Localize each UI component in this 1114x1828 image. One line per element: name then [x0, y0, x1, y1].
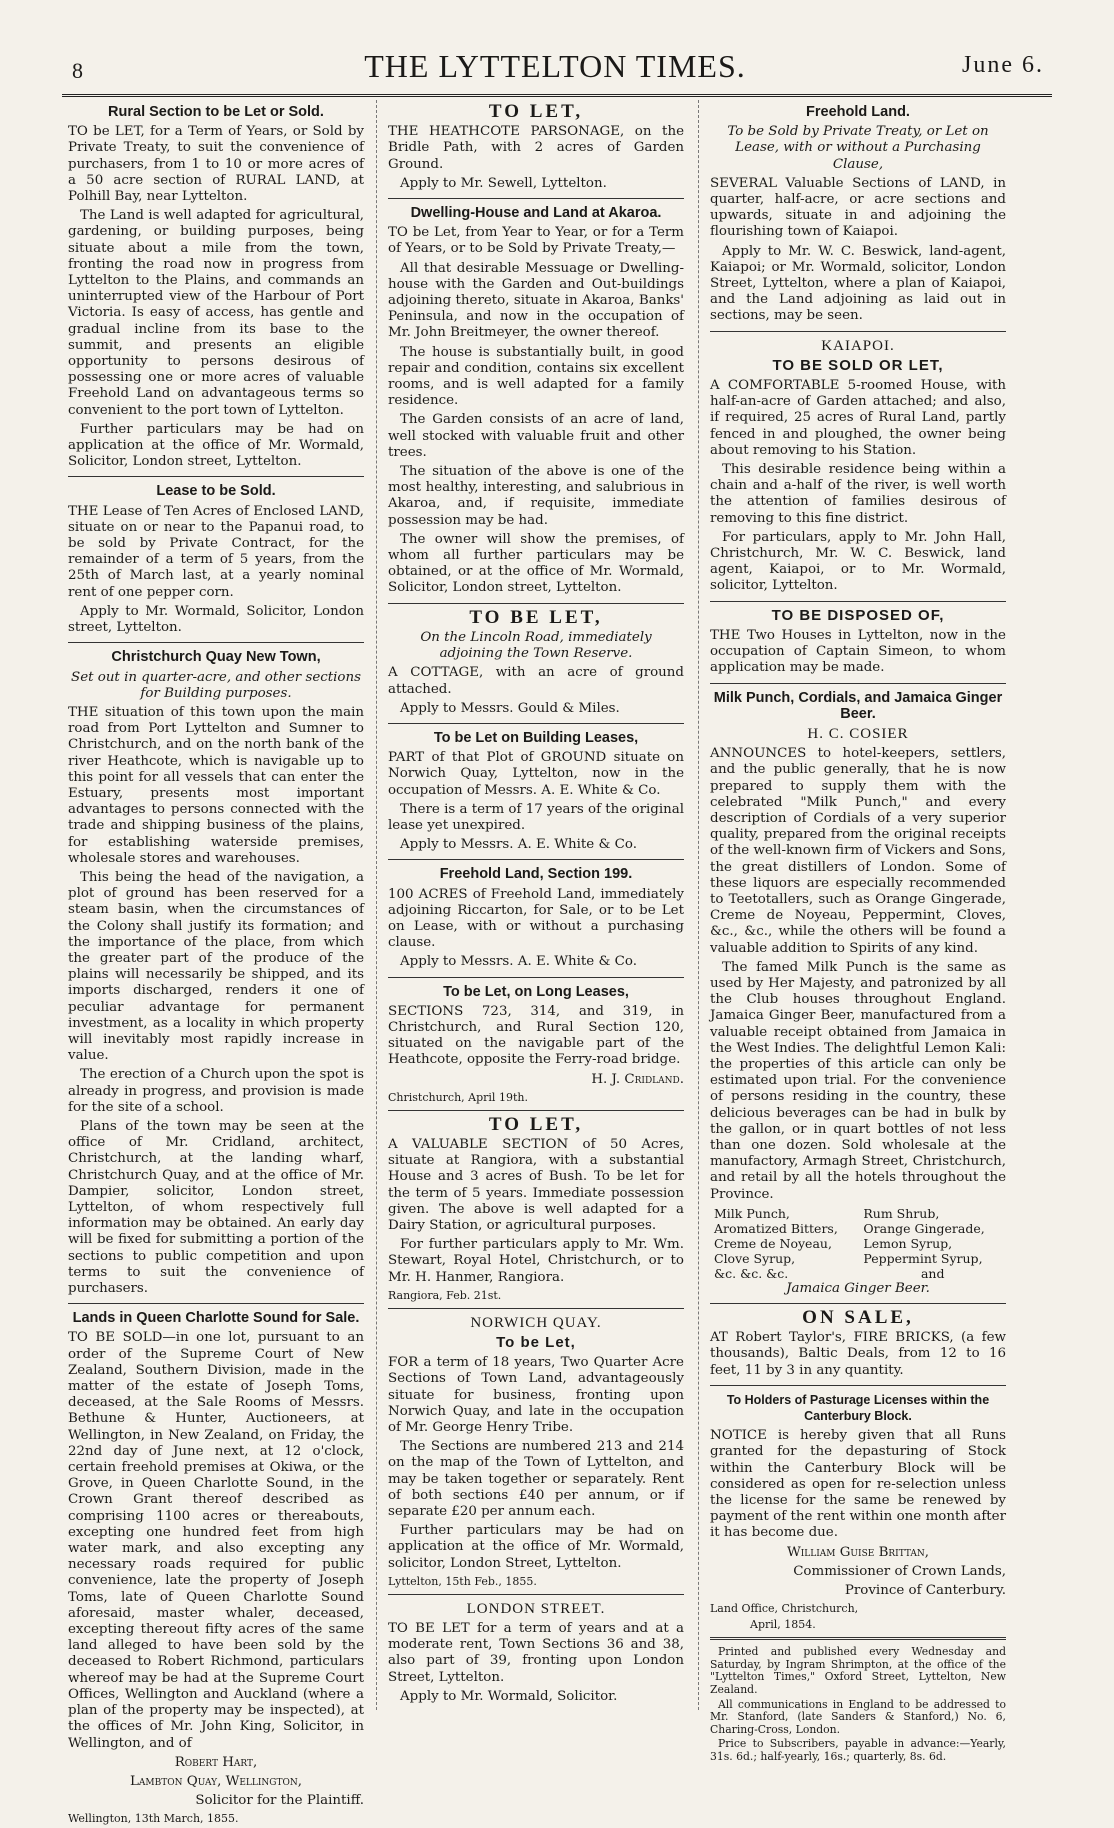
ad-text: Apply to Mr. Wormald, Solicitor, London street, Lyttelton.	[68, 603, 364, 636]
column-middle	[388, 100, 684, 1708]
ad-separator	[710, 601, 1006, 602]
dateline: Rangiora, Feb. 21st.	[388, 1288, 502, 1302]
ad-heading: To Holders of Pasturage Licenses within the Canterbury Block.	[726, 1392, 990, 1424]
ad-heathcote-parsonage	[388, 101, 684, 192]
ad-heading: Christchurch Quay New Town,	[111, 649, 321, 666]
ad-heading: Dwelling-House and Land at Akaroa.	[410, 205, 662, 222]
ad-heading: TO LET,	[488, 101, 584, 122]
product-item: Clove Syrup,	[714, 1250, 796, 1266]
advertiser-name: H. C. COSIER	[807, 725, 909, 742]
ad-separator	[710, 683, 1006, 684]
ad-text: FOR a term of 18 years, Two Quarter Acre Sections of Town Land, advantageously situate for business, fronting upon Norwich Quay, and late in the occupation of Mr. George Henry Tribe.	[388, 1355, 684, 1436]
ad-text: Further particulars may be had on application at the office of Mr. Wormald, solicitor, London Street, Lyttelton.	[388, 1523, 684, 1571]
ad-separator	[388, 859, 684, 860]
ad-text: This desirable residence being within a chain and a-half of the river, is well worth the attention of families desirous of removing to this fine district.	[710, 462, 1006, 526]
ad-cottage	[388, 606, 684, 717]
ad-text: TO BE SOLD—in one lot, pursuant to an order of the Supreme Court of New Zealand, Southern Division, made in the matter of the estate of Joseph Toms, deceased, at the Sale Rooms of Messrs. Bethune & Hunter, Auctioneers, at Wellington, in New Zealand, on Friday, the 22nd day of June next, at 12 o'clock, certain freehold premises at Okiwa, or the Grove, in Queen Charlotte Sound, in the Crown Grant thereof described as comprising 1100 acres or thereabouts, excepting one hundred feet from high water mark, and also excepting any necessary roads required for public convenience, late the property of Joseph Toms, late of Queen Charlotte Sound aforesaid, master whaler, deceased, excepting thereout fifty acres of the same land alleged to have been sold by the deceased to Robert Richmond, particulars whereof may be had at the Supreme Court Offices, Wellington and Auckland (where a plan of the property may be inspected), at the offices of Mr. John King, Solicitor, in Wellington, and of	[68, 1330, 364, 1751]
ad-building-leases	[388, 730, 684, 853]
ad-text: Further particulars may be had on application at the office of Mr. Wormald, Solicitor, London street, Lyttelton.	[68, 421, 364, 470]
signature-title: Commissioner of Crown Lands,	[793, 1563, 1006, 1579]
ad-heading: KAIAPOI.	[821, 337, 895, 354]
ad-separator	[388, 198, 684, 199]
product-item: Lemon Syrup,	[863, 1235, 953, 1251]
ad-text: Apply to Mr. W. C. Beswick, land-agent, Kaiapoi; or Mr. Wormald, solicitor, London Street, Lyttelton, where a plan of Kaiapoi, and the Land adjoining as laid out in sections, may be seen.	[710, 243, 1006, 324]
ad-text: SEVERAL Valuable Sections of LAND, in quarter, half-acre, or acre sections and upwards, situate in and adjoining the flourishing town of Kaiapoi.	[710, 175, 1006, 240]
product-item: Rum Shrub,	[863, 1205, 940, 1221]
ad-text: For further particulars apply to Mr. Wm. Stewart, Royal Hotel, Christchurch, or to Mr. H. Hanmer, Rangiora.	[388, 1237, 684, 1285]
ad-on-sale	[710, 1307, 1006, 1379]
ad-london-street	[388, 1601, 684, 1705]
ad-text: THE situation of this town upon the main road from Port Lyttelton and Sumner to Christchurch, and on the north bank of the river Heathcote, which is navigable up to this point for all vessels that can enter the Estuary, presents most important advantages to persons connected with the trade and shipping business of the plains, for establishing waterside premises, wholesale stores and warehouses.	[68, 704, 364, 866]
ad-text: THE Two Houses in Lyttelton, now in the occupation of Captain Simeon, to whom application may be made.	[710, 627, 1006, 676]
ad-heading: TO LET,	[488, 1113, 584, 1135]
ad-separator	[388, 1308, 684, 1309]
ad-text: TO BE LET for a term of years and at a moderate rent, Town Sections 36 and 38, also part of 39, fronting upon London Street, Lyttelton.	[388, 1621, 684, 1685]
signature: H. J. Cridland.	[591, 1071, 684, 1087]
ad-text: There is a term of 17 years of the original lease yet unexpired.	[388, 801, 684, 833]
ad-long-leases	[388, 984, 684, 1104]
dateline: Lyttelton, 15th Feb., 1855.	[388, 1574, 537, 1588]
ad-heading: NORWICH QUAY.	[470, 1314, 602, 1331]
product-item: &c. &c. &c.	[714, 1265, 789, 1281]
signature: Robert Hart,	[174, 1754, 258, 1770]
ad-heading: To be Let, on Long Leases,	[443, 983, 629, 1000]
ad-heading: TO BE DISPOSED OF,	[771, 606, 945, 624]
ad-text: For particulars, apply to Mr. John Hall, Christchurch, Mr. W. C. Beswick, land agent, Kaiapoi, or to Mr. Wormald, solicitor, Lyttelton.	[710, 529, 1006, 594]
imprint-text: Printed and published every Wednesday and Saturday, by Ingram Shrimpton, at the office of the "Lyttelton Times," Oxford Street, Lyttelton, New Zealand.	[710, 1645, 1006, 1697]
page-number: 8	[72, 58, 83, 83]
ad-text: The famed Milk Punch is the same as used by Her Majesty, and patronized by all the Club houses throughout England. Jamaica Ginger Beer, manufactured from a valuable receipt obtained from Jamaica in the West Indies. The delightful Lemon Kali: the properties of this article can only be estimated upon trial. For the convenience of persons residing in the country, these delicious beverages can be had in bulk by the gallon, or in quart bottles of not less than one dozen. Sold wholesale at the manufactory, Armagh Street, Christchurch, and retail by all the hotels throughout the Province.	[710, 959, 1006, 1202]
dateline: Wellington, 13th March, 1855.	[68, 1812, 239, 1826]
ad-text: This being the head of the navigation, a plot of ground has been reserved for a steam basin, when the circumstances of the Colony shall justify its formation; and the importance of the place, from which the greater part of the produce of the plains will necessarily be shipped, and its imports discharged, renders it one of peculiar advantage for permanent investment, as a locality in which property will inevitably most rapidly increase in value.	[68, 869, 364, 1064]
ad-heading: Milk Punch, Cordials, and Jamaica Ginger Beer.	[713, 689, 1003, 722]
ad-separator	[710, 1385, 1006, 1386]
ad-text: The Sections are numbered 213 and 214 on the map of the Town of Lyttelton, and may be taken together or separately. Rent of both sections £40 per annum, or if separate £20 per annum each.	[388, 1439, 684, 1520]
ad-heading: To be Let on Building Leases,	[433, 729, 639, 746]
dateline: Christchurch, April 19th.	[388, 1090, 528, 1104]
ad-subheading: To be Sold by Private Treaty, or Let on Lease, with or without a Purchasing Clause,	[727, 124, 989, 172]
product-item: Aromatized Bitters,	[714, 1220, 838, 1236]
ad-queen-charlotte-sound	[68, 1310, 364, 1825]
ad-text: The Garden consists of an acre of land, well stocked with valuable fruit and other trees.	[388, 412, 684, 460]
ad-heading: TO BE LET,	[469, 606, 603, 628]
column-left	[68, 100, 364, 1828]
ad-heading: Rural Section to be Let or Sold.	[108, 104, 324, 120]
signature-address: Lambton Quay, Wellington,	[129, 1773, 303, 1789]
ad-text: The Land is well adapted for agricultural, gardening, or building purposes, being situate about a mile from the town, fronting the road now in progress from Lyttelton to the Plains, and commands an uninterrupted view of the Harbour of Port Victoria. Is easy of access, has gentle and gradual incline from its base to the summit, and presents an eligible opportunity to persons desirous of possessing one or more acres of valuable Freehold Land on advantageous terms so convenient to the port town of Lyttelton.	[68, 208, 364, 418]
imprint-separator	[710, 1637, 1006, 1640]
ad-heading: Freehold Land.	[806, 104, 910, 120]
ad-text: PART of that Plot of GROUND situate on Norwich Quay, Lyttelton, now in the occupation of Messrs. A. E. White & Co.	[388, 750, 684, 798]
ad-akaroa	[388, 205, 684, 597]
product-item: Peppermint Syrup,	[863, 1250, 983, 1266]
ad-text: Apply to Messrs. Gould & Miles.	[400, 700, 620, 716]
ad-separator	[388, 723, 684, 724]
imprint-text: All communications in England to be addressed to Mr. Stanford, (late Sanders & Stanford,) No. 6, Charing-Cross, London.	[710, 1697, 1006, 1736]
masthead	[60, 42, 1050, 82]
ad-text: The erection of a Church upon the spot is already in progress, and provision is made for the site of a school.	[68, 1067, 364, 1115]
printer-imprint	[710, 1646, 1006, 1763]
ad-text: The house is substantially built, in good repair and condition, contains six excellent rooms, and is well adapted for a family residence.	[388, 344, 684, 409]
ad-subheading: Set out in quarter-acre, and other sections for Building purposes.	[71, 669, 361, 701]
ad-heading: Lands in Queen Charlotte Sound for Sale.	[72, 1310, 360, 1327]
ad-text: TO be LET, for a Term of Years, or Sold by Private Treaty, to suit the convenience of purchasers, from 1 to 10 or more acres of a 50 acre section of RURAL LAND, at Polhill Bay, near Lyttelton.	[68, 124, 364, 205]
ad-separator	[388, 1110, 684, 1111]
ad-subheading: To be Let,	[496, 1334, 576, 1351]
product-item: Orange Gingerade,	[863, 1220, 985, 1236]
ad-text: ANNOUNCES to hotel-keepers, settlers, and the public generally, that he is now prepared to supply them with the celebrated "Milk Punch," and every description of Cordials of a very superior quality, prepared from the original receipts of the well-known firm of Vickers and Sons, the great distillers of London. Some of these liquors are especially recommended to Teetotallers, such as Orange Gingerade, Creme de Noyeau, Peppermint, Cloves, &c., &c., while the others will be found a valuable addition to Spirits of any kind.	[710, 746, 1006, 956]
ad-text: NOTICE is hereby given that all Runs granted for the depasturing of Stock within the Canterbury Block will be considered as open for re-selection unless the license for the same be renewed by payment of the rent within one month after it has become due.	[710, 1428, 1006, 1541]
masthead-rule	[62, 94, 1052, 97]
ad-text: SECTIONS 723, 314, and 319, in Christchurch, and Rural Section 120, situated on the navigable part of the Heathcote, opposite the Ferry-road bridge.	[388, 1003, 684, 1068]
ad-separator	[710, 331, 1006, 332]
ad-text: Apply to Mr. Wormald, Solicitor.	[400, 1688, 618, 1704]
product-item: Creme de Noyeau,	[714, 1235, 832, 1251]
ad-text: THE HEATHCOTE PARSONAGE, on the Bridle Path, with 2 acres of Garden Ground.	[388, 124, 684, 172]
imprint-text: Price to Subscribers, payable in advance:—Yearly, 31s. 6d.; half-yearly, 16s.; quarterly, 8s. 6d.	[710, 1737, 1006, 1763]
product-item: and	[920, 1265, 945, 1281]
ad-separator	[388, 1594, 684, 1595]
product-item: Milk Punch,	[714, 1205, 790, 1221]
ad-heading: Freehold Land, Section 199.	[439, 866, 633, 883]
column-divider	[376, 100, 377, 1710]
ad-text: 100 ACRES of Freehold Land, immediately adjoining Riccarton, for Sale, or to be Let on Lease, with or without a purchasing clause.	[388, 886, 684, 951]
ad-text: All that desirable Messuage or Dwelling-house with the Garden and Out-buildings adjoining thereto, situate in Akaroa, Banks' Peninsula, and now in the occupation of Mr. John Breitmeyer, the owner thereof.	[388, 260, 684, 341]
ad-pasturage-licenses	[710, 1392, 1006, 1631]
ad-kaiapoi	[710, 338, 1006, 595]
ad-text: The owner will show the premises, of whom all further particulars may be obtained, or at the office of Mr. Wormald, Solicitor, London street, Lyttelton.	[388, 531, 684, 596]
ad-separator	[388, 977, 684, 978]
ad-norwich-quay	[388, 1315, 684, 1588]
ad-text: A COTTAGE, with an acre of ground attached.	[388, 665, 684, 697]
ad-separator	[68, 642, 364, 643]
product-item: Jamaica Ginger Beer.	[786, 1280, 930, 1296]
ad-separator	[710, 1303, 1006, 1304]
ad-heading: Lease to be Sold.	[156, 483, 276, 500]
ad-freehold-land	[710, 104, 1006, 325]
dateline: April, 1854.	[750, 1618, 816, 1632]
ad-heading: ON SALE,	[802, 1307, 914, 1328]
ad-text: THE Lease of Ten Acres of Enclosed LAND, situate on or near to the Papanui road, to be sold by Private Contract, for the remainder of a term of 5 years, from the 25th of March last, at a yearly nominal rent of one pepper corn.	[68, 503, 364, 600]
product-list	[710, 1206, 1006, 1281]
newspaper-title: THE LYTTELTON TIMES.	[364, 48, 746, 84]
issue-date: June 6.	[962, 52, 1044, 78]
ad-text: TO be Let, from Year to Year, or for a Term of Years, or to be Sold by Private Treaty,—	[388, 225, 684, 257]
ad-section-199	[388, 866, 684, 970]
dateline: Land Office, Christchurch,	[710, 1602, 859, 1616]
ad-text: Apply to Mr. Sewell, Lyttelton.	[400, 175, 607, 191]
ad-separator	[388, 603, 684, 604]
ad-cosier	[710, 690, 1006, 1298]
ad-text: A VALUABLE SECTION of 50 Acres, situate at Rangiora, with a substantial House and 3 acres of Bush. To be let for the term of 5 years. Immediate possession given. The above is well adapted for a Dairy Station, or agricultural purposes.	[388, 1136, 684, 1233]
ad-heading: LONDON STREET.	[466, 1600, 606, 1617]
ad-rangiora	[388, 1113, 684, 1302]
ad-text: Plans of the town may be seen at the office of Mr. Cridland, architect, Christchurch, at the landing wharf, Christchurch Quay, and at the office of Mr. Dampier, solicitor, London street, Lyttelton, of whom respectively full information may be obtained. An early day will be fixed for submitting a portion of the sections to public competition and upon terms to suit the convenience of purchasers.	[68, 1118, 364, 1297]
ad-christchurch-quay	[68, 649, 364, 1297]
ad-text: AT Robert Taylor's, FIRE BRICKS, (a few thousands), Baltic Deals, from 12 to 16 feet, 11 by 3 in any quantity.	[710, 1330, 1006, 1378]
ad-text: Apply to Messrs. A. E. White & Co.	[400, 837, 637, 853]
column-right	[710, 100, 1006, 1766]
ad-separator	[68, 476, 364, 477]
signature-title: Solicitor for the Plaintiff.	[195, 1793, 364, 1809]
ad-text: Apply to Messrs. A. E. White & Co.	[400, 954, 637, 970]
signature-province: Province of Canterbury.	[844, 1583, 1006, 1599]
ad-disposed	[710, 608, 1006, 677]
ad-separator	[68, 1303, 364, 1304]
ad-lease	[68, 483, 364, 636]
ad-rural-section	[68, 104, 364, 470]
ad-text: The situation of the above is one of the most healthy, interesting, and salubrious in Akaroa, and, if requisite, immediate possession may be had.	[388, 464, 684, 528]
ad-subheading: On the Lincoln Road, immediately adjoining the Town Reserve.	[420, 629, 652, 662]
ad-subheading: TO BE SOLD OR LET,	[772, 356, 944, 374]
ad-text: A COMFORTABLE 5-roomed House, with half-an-acre of Garden attached; and also, if required, 25 acres of Rural Land, partly fenced in and ploughed, the owner being about removing to his Station.	[710, 378, 1006, 458]
signature: William Guise Brittan,	[786, 1544, 930, 1560]
column-divider	[698, 100, 699, 1710]
